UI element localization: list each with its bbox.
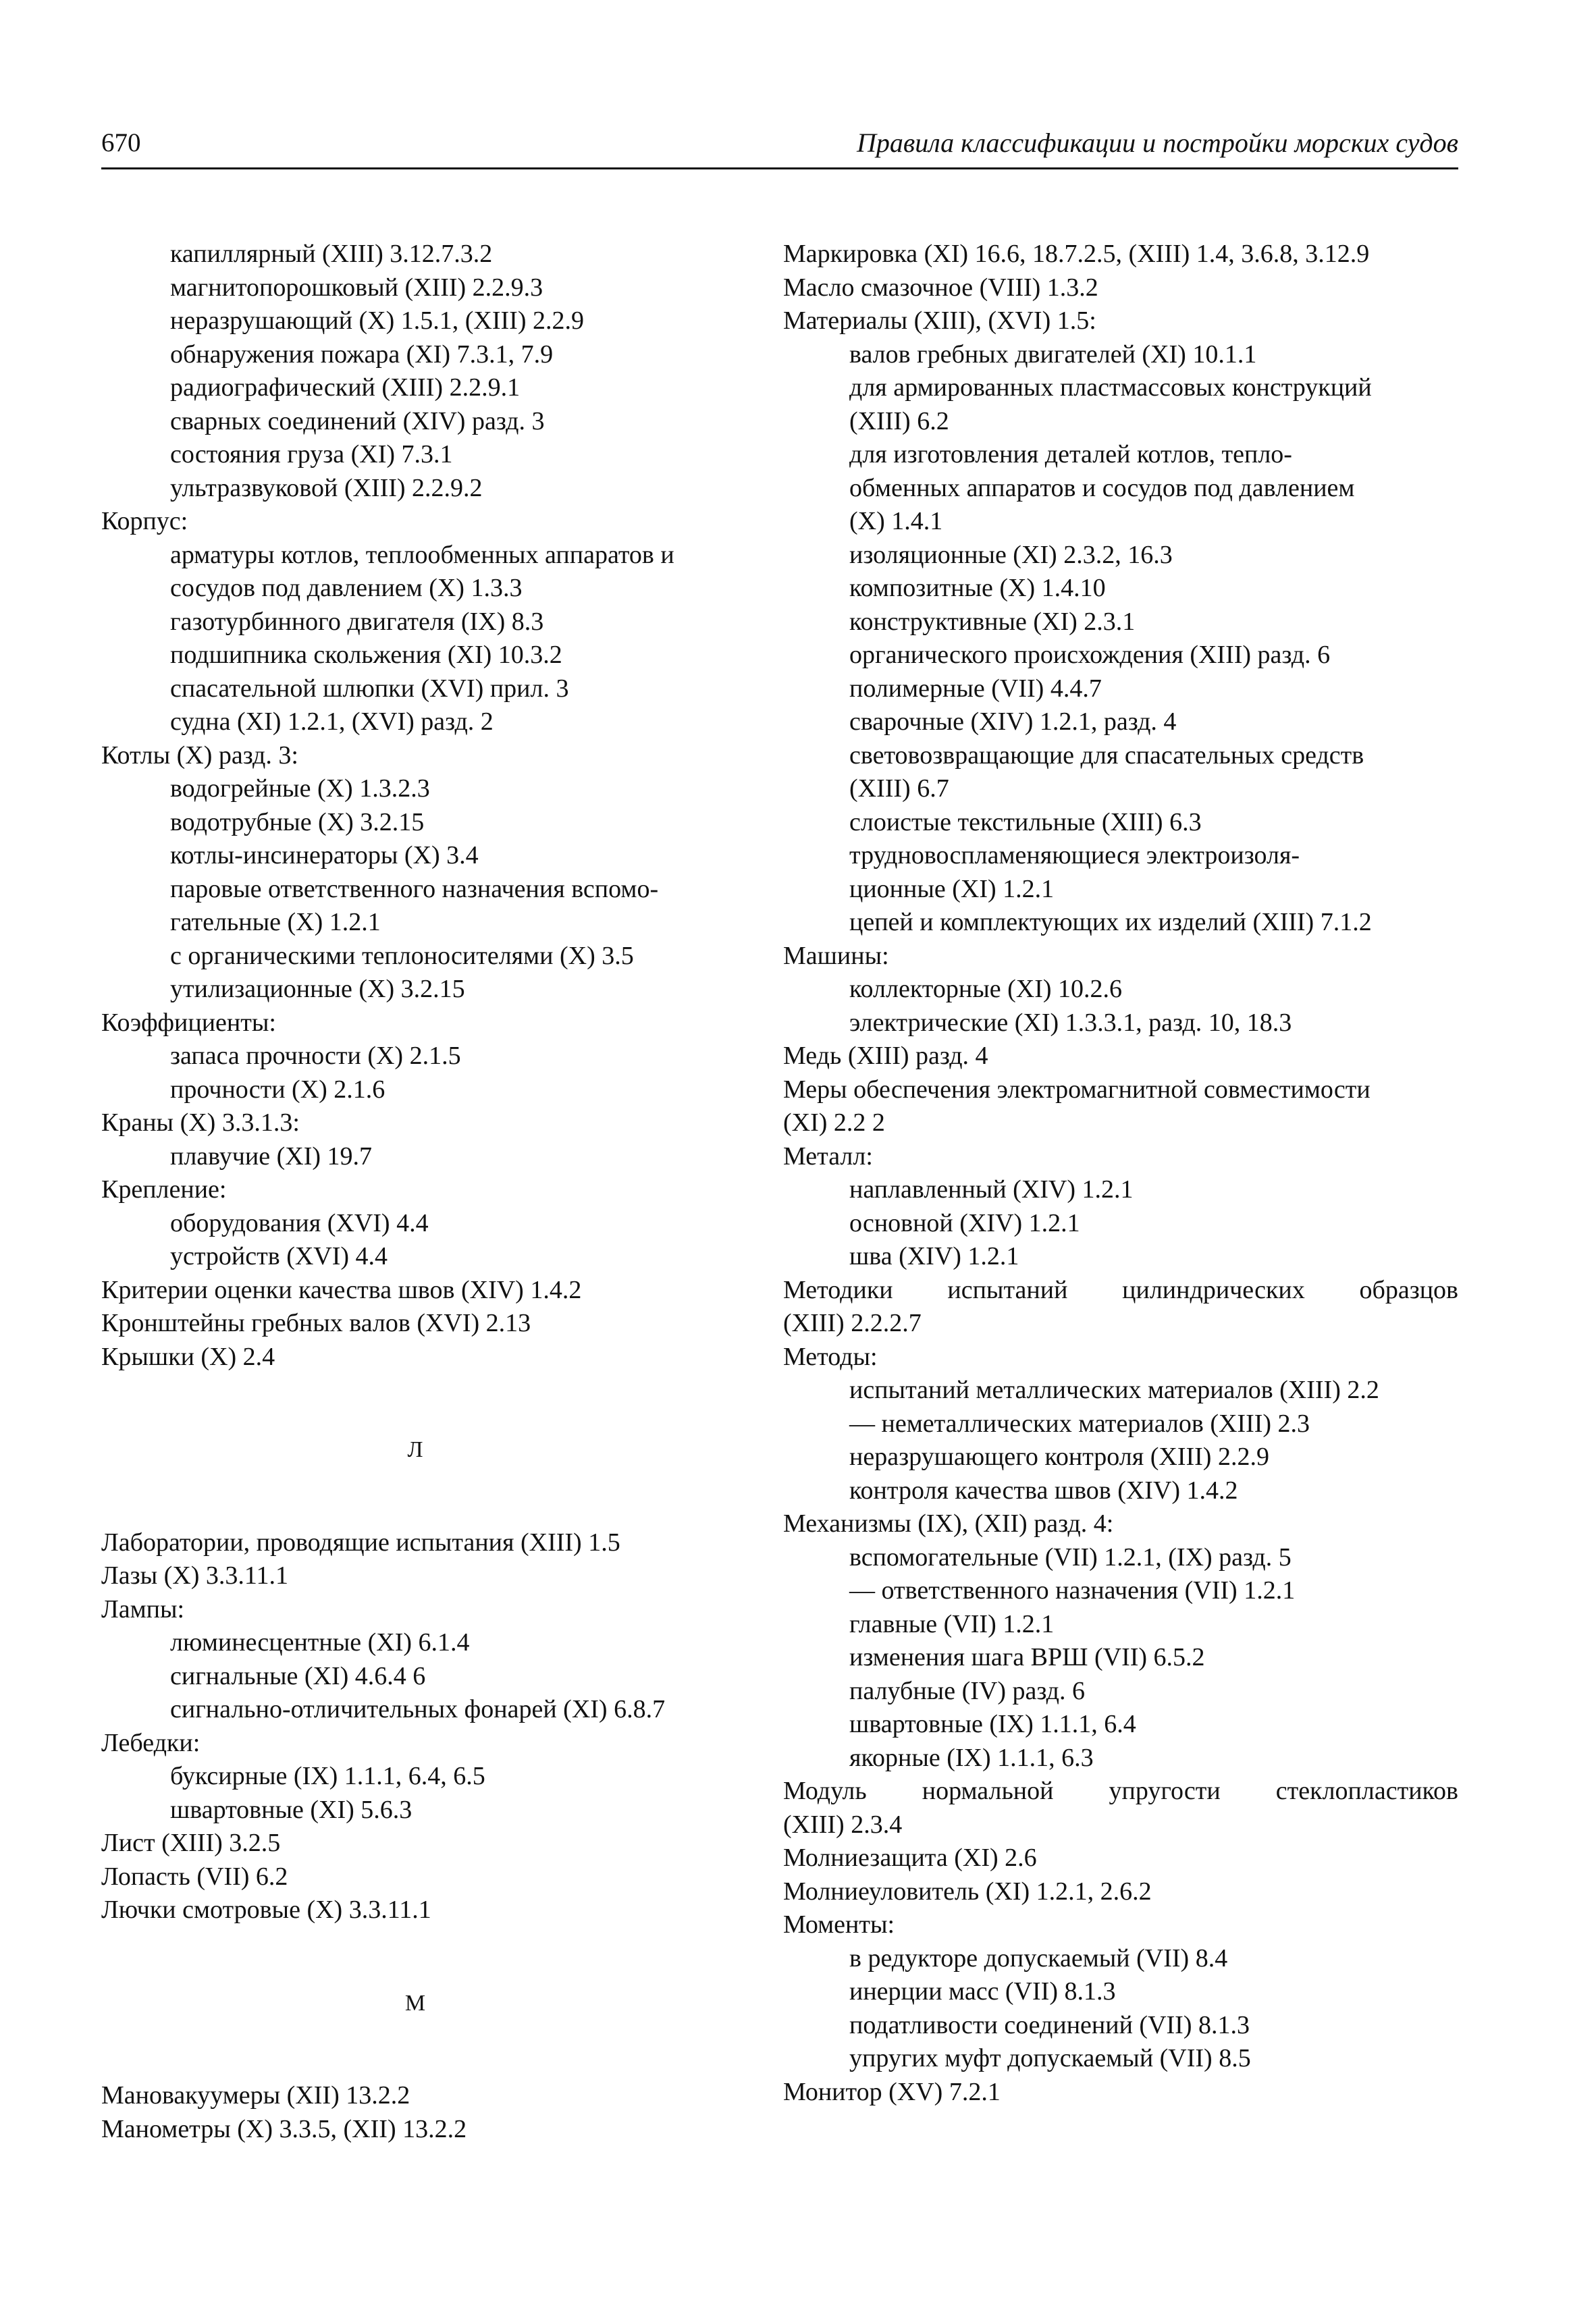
index-entry: Молниезащита (XI) 2.6 [783,1844,1037,1872]
index-subentry: палубные (IV) разд. 6 [849,1676,1085,1705]
index-subentry: световозвращающие для спасательных средств [849,741,1364,770]
index-subentry: цепей и комплектующих их изделий (XIII) 7.1.2 [849,908,1372,936]
index-subentry: изменения шага ВРШ (VII) 6.5.2 [849,1643,1205,1671]
right-column [783,238,1458,2109]
index-subentry: валов гребных двигателей (XI) 10.1.1 [849,340,1257,369]
index-entry: Крепление: [101,1175,227,1204]
index-subentry: обменных аппаратов и сосудов под давлением [849,473,1355,502]
running-title: Правила классификации и постройки морских судов [856,128,1458,158]
index-subentry: сварных соединений (XIV) разд. 3 [170,406,545,435]
index-entry: Молниеуловитель (XI) 1.2.1, 2.6.2 [783,1877,1152,1906]
index-group-k [101,238,729,1374]
index-entry: Корпус: [101,507,188,535]
index-subentry: (XIII) 6.2 [849,406,949,435]
index-entry: Кронштейны гребных валов (XVI) 2.13 [101,1309,531,1337]
index-entry: Котлы (X) разд. 3: [101,741,298,770]
index-entry: (XIII) 2.2.2.7 [783,1309,922,1337]
page-header [101,127,1458,169]
index-entry: Лампы: [101,1594,185,1624]
index-entry: (XI) 2.2 2 [783,1108,885,1137]
index-subentry: органического происхождения (XIII) разд. 6 [849,641,1331,669]
index-subentry: для изготовления деталей котлов, тепло- [849,440,1292,468]
index-subentry: гательные (X) 1.2.1 [170,908,381,936]
index-subentry: основной (XIV) 1.2.1 [849,1208,1080,1237]
index-entry: Маркировка (XI) 16.6, 18.7.2.5, (XIII) 1.4, 3.6.8, 3.12.9 [783,240,1370,268]
index-entry: (XIII) 2.3.4 [783,1810,903,1839]
index-entry: Лючки смотровые (X) 3.3.11.1 [101,1896,431,1924]
index-group-l [101,1526,729,1927]
index-subentry: с органическими теплоносителями (X) 3.5 [170,941,634,970]
index-subentry: обнаружения пожара (XI) 7.3.1, 7.9 [170,340,554,369]
index-entry: Лаборатории, проводящие испытания (XIII) 1.5 [101,1528,620,1557]
index-subentry: якорные (IX) 1.1.1, 6.3 [849,1743,1094,1772]
index-subentry: сигнально-отличительных фонарей (XI) 6.8.7 [170,1695,666,1723]
index-subentry: швартовные (IX) 1.1.1, 6.4 [849,1710,1136,1738]
index-subentry: капиллярный (XIII) 3.12.7.3.2 [170,240,493,268]
section-letter-m: М [404,1990,426,2016]
index-subentry: композитные (X) 1.4.10 [849,574,1106,602]
index-subentry: контроля качества швов (XIV) 1.4.2 [849,1476,1238,1505]
index-subentry: водогрейные (X) 1.3.2.3 [170,774,430,803]
index-subentry: неразрушающий (X) 1.5.1, (XIII) 2.2.9 [170,306,584,335]
section-letter-l: Л [407,1437,423,1462]
index-subentry: люминесцентные (XI) 6.1.4 [170,1628,470,1657]
index-subentry: сосудов под давлением (X) 1.3.3 [170,574,523,602]
index-subentry: паровые ответственного назначения вспомо- [170,874,659,903]
index-subentry: ционные (XI) 1.2.1 [849,874,1055,903]
index-entry: Механизмы (IX), (XII) разд. 4: [783,1509,1114,1538]
index-entry: Мановакуумеры (XII) 13.2.2 [101,2081,410,2110]
index-subentry: инерции масс (VII) 8.1.3 [849,1977,1116,2006]
index-subentry: состояния груза (XI) 7.3.1 [170,440,453,468]
index-entry: Крышки (X) 2.4 [101,1342,275,1371]
index-subentry: газотурбинного двигателя (IX) 8.3 [170,607,544,636]
index-subentry: податливости соединений (VII) 8.1.3 [849,2010,1250,2039]
index-subentry: водотрубные (X) 3.2.15 [170,807,425,836]
index-subentry: изоляционные (XI) 2.3.2, 16.3 [849,540,1173,569]
index-subentry: испытаний металлических материалов (XIII) 2.2 [849,1376,1379,1404]
index-entry: Монитор (XV) 7.2.1 [783,2077,1001,2106]
index-subentry: сварочные (XIV) 1.2.1, разд. 4 [849,707,1177,736]
index-subentry: арматуры котлов, теплообменных аппаратов и [170,540,674,569]
index-entry: Методы: [783,1342,878,1371]
index-subentry: радиографический (XIII) 2.2.9.1 [170,373,521,402]
index-entry: Лебедки: [101,1728,201,1757]
index-subentry: ультразвуковой (XIII) 2.2.9.2 [170,473,483,502]
index-subentry: подшипника скольжения (XI) 10.3.2 [170,641,562,669]
index-subentry: швартовные (XI) 5.6.3 [170,1795,413,1824]
index-subentry: магнитопорошковый (XIII) 2.2.9.3 [170,273,543,302]
index-subentry: запаса прочности (X) 2.1.5 [170,1042,461,1070]
index-subentry: наплавленный (XIV) 1.2.1 [849,1175,1134,1204]
index-subentry: для армированных пластмассовых конструкций [849,373,1372,402]
index-entry: Металл: [783,1142,873,1171]
index-subentry: в редукторе допускаемый (VII) 8.4 [849,1943,1228,1973]
index-subentry: шва (XIV) 1.2.1 [849,1242,1019,1270]
index-entry: Материалы (XIII), (XVI) 1.5: [783,306,1096,335]
index-subentry: вспомогательные (VII) 1.2.1, (IX) разд. 5 [849,1543,1292,1572]
index-entry: Коэффициенты: [101,1008,276,1037]
index-entry: Лист (XIII) 3.2.5 [101,1829,281,1857]
index-subentry: утилизационные (X) 3.2.15 [170,975,465,1003]
index-entry: Лопасть (VII) 6.2 [101,1862,288,1891]
index-entry: Медь (XIII) разд. 4 [783,1042,988,1070]
index-subentry: устройств (XVI) 4.4 [170,1242,388,1270]
index-subentry: электрические (XI) 1.3.3.1, разд. 10, 18.3 [849,1008,1292,1037]
index-subentry: трудновоспламеняющиеся электроизоля- [849,841,1300,869]
index-subentry: — неметаллических материалов (XIII) 2.3 [849,1409,1310,1438]
index-subentry: оборудования (XVI) 4.4 [170,1208,429,1237]
index-subentry: — ответственного назначения (VII) 1.2.1 [849,1576,1296,1605]
index-group-m [101,2079,729,2146]
left-column [101,238,729,2146]
index-subentry: котлы-инсинераторы (X) 3.4 [170,841,479,869]
index-subentry: судна (XI) 1.2.1, (XVI) разд. 2 [170,707,494,736]
index-subentry: сигнальные (XI) 4.6.4 6 [170,1661,426,1690]
index-entry: Модуль нормальной упругости стеклопластиков [783,1777,1458,1805]
index-subentry: неразрушающего контроля (XIII) 2.2.9 [849,1443,1269,1471]
index-subentry: конструктивные (XI) 2.3.1 [849,607,1136,636]
page-number: 670 [101,128,141,157]
index-entry: Машины: [783,941,889,970]
index-entry: Моменты: [783,1910,895,1939]
index-entry: Методики испытаний цилиндрических образцов [783,1275,1458,1304]
index-entry: Краны (X) 3.3.1.3: [101,1108,300,1137]
index-entry: Масло смазочное (VIII) 1.3.2 [783,273,1098,302]
index-subentry: буксирные (IX) 1.1.1, 6.4, 6.5 [170,1762,485,1790]
index-group-m-cont [783,238,1458,2109]
index-subentry: (XIII) 6.7 [849,774,949,803]
index-subentry: спасательной шлюпки (XVI) прил. 3 [170,674,569,703]
index-entry: Критерии оценки качества швов (XIV) 1.4.2 [101,1275,582,1304]
index-subentry: плавучие (XI) 19.7 [170,1142,373,1171]
index-subentry: упругих муфт допускаемый (VII) 8.5 [849,2044,1251,2072]
index-subentry: (X) 1.4.1 [849,507,943,535]
index-entry: Манометры (X) 3.3.5, (XII) 13.2.2 [101,2114,467,2143]
index-subentry: прочности (X) 2.1.6 [170,1075,385,1104]
index-subentry: полимерные (VII) 4.4.7 [849,674,1102,703]
index-entry: Лазы (X) 3.3.11.1 [101,1561,289,1590]
index-entry: Меры обеспечения электромагнитной совместимости [783,1075,1371,1104]
index-subentry: главные (VII) 1.2.1 [849,1609,1055,1638]
index-subentry: слоистые текстильные (XIII) 6.3 [849,807,1202,836]
index-subentry: коллекторные (XI) 10.2.6 [849,975,1123,1003]
